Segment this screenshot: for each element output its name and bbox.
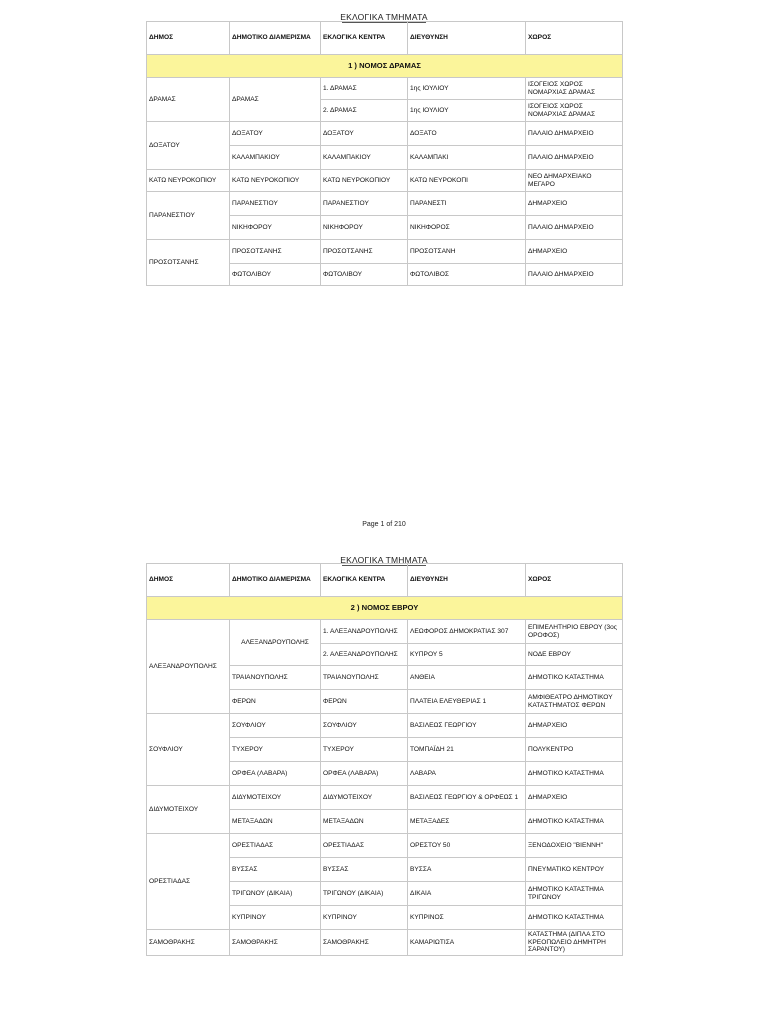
municipality-cell: ΠΡΟΣΟΤΣΑΝΗΣ — [147, 240, 230, 286]
table-row — [147, 714, 623, 738]
district-cell: ΠΑΡΑΝΕΣΤΙΟΥ — [230, 192, 321, 216]
polling-stations-table — [146, 563, 623, 956]
district-cell: ΚΑΛΑΜΠΑΚΙΟΥ — [230, 146, 321, 170]
center-cell: ΔΙΔΥΜΟΤΕΙΧΟΥ — [321, 786, 408, 810]
address-cell: 1ης ΙΟΥΛΙΟΥ — [408, 78, 526, 100]
header-row — [147, 564, 623, 597]
column-header: ΔΙΕΥΘΥΝΣΗ — [408, 22, 526, 55]
address-cell: ΒΑΣΙΛΕΩΣ ΓΕΩΡΓΙΟΥ & ΟΡΦΕΩΣ 1 — [408, 786, 526, 810]
address-cell: ΚΑΜΑΡΙΩΤΙΣΑ — [408, 930, 526, 956]
center-cell: 1. ΔΡΑΜΑΣ — [321, 78, 408, 100]
center-cell: ΟΡΦΕΑ (ΛΑΒΑΡΑ) — [321, 762, 408, 786]
district-cell: ΣΟΥΦΛΙΟΥ — [230, 714, 321, 738]
address-cell: ΝΙΚΗΦΟΡΟΣ — [408, 216, 526, 240]
column-header: ΕΚΛΟΓΙΚΑ ΚΕΝΤΡΑ — [321, 22, 408, 55]
column-header: ΧΩΡΟΣ — [526, 564, 623, 597]
center-cell: ΚΥΠΡΙΝΟΥ — [321, 906, 408, 930]
district-cell: ΚΑΤΩ ΝΕΥΡΟΚΟΠΙΟΥ — [230, 170, 321, 192]
center-cell: ΚΑΛΑΜΠΑΚΙΟΥ — [321, 146, 408, 170]
municipality-cell: ΑΛΕΞΑΝΔΡΟΥΠΟΛΗΣ — [147, 620, 230, 714]
municipality-cell: ΣΑΜΟΘΡΑΚΗΣ — [147, 930, 230, 956]
polling-stations-table — [146, 21, 623, 286]
venue-cell: ΙΣΟΓΕΙΟΣ ΧΩΡΟΣ ΝΟΜΑΡΧΙΑΣ ΔΡΑΜΑΣ — [526, 100, 623, 122]
column-header: ΔΗΜΟΤΙΚΟ ΔΙΑΜΕΡΙΣΜΑ — [230, 22, 321, 55]
center-cell: 2. ΔΡΑΜΑΣ — [321, 100, 408, 122]
address-cell: 1ης ΙΟΥΛΙΟΥ — [408, 100, 526, 122]
district-cell: ΑΛΕΞΑΝΔΡΟΥΠΟΛΗΣ — [230, 620, 321, 666]
address-cell: ΛΑΒΑΡΑ — [408, 762, 526, 786]
venue-cell: ΠΑΛΑΙΟ ΔΗΜΑΡΧΕΙΟ — [526, 146, 623, 170]
venue-cell: ΠΝΕΥΜΑΤΙΚΟ ΚΕΝΤΡΟΥ — [526, 858, 623, 882]
venue-cell: ΝΟΔΕ ΕΒΡΟΥ — [526, 644, 623, 666]
venue-cell: ΔΗΜΟΤΙΚΟ ΚΑΤΑΣΤΗΜΑ — [526, 906, 623, 930]
column-header: ΔΗΜΟΤΙΚΟ ΔΙΑΜΕΡΙΣΜΑ — [230, 564, 321, 597]
address-cell: ΠΛΑΤΕΙΑ ΕΛΕΥΘΕΡΙΑΣ 1 — [408, 690, 526, 714]
district-cell: ΔΙΔΥΜΟΤΕΙΧΟΥ — [230, 786, 321, 810]
region-row — [147, 597, 623, 620]
header-row — [147, 22, 623, 55]
address-cell: ΦΩΤΟΛΙΒΟΣ — [408, 264, 526, 286]
address-cell: ΔΟΞΑΤΟ — [408, 122, 526, 146]
address-cell: ΠΡΟΣΟΤΣΑΝΗ — [408, 240, 526, 264]
center-cell: ΒΥΣΣΑΣ — [321, 858, 408, 882]
municipality-cell: ΣΟΥΦΛΙΟΥ — [147, 714, 230, 786]
address-cell: ΑΝΘΕΙΑ — [408, 666, 526, 690]
center-cell: ΣΟΥΦΛΙΟΥ — [321, 714, 408, 738]
address-cell: ΒΥΣΣΑ — [408, 858, 526, 882]
municipality-cell: ΟΡΕΣΤΙΑΔΑΣ — [147, 834, 230, 930]
municipality-cell: ΔΡΑΜΑΣ — [147, 78, 230, 122]
district-cell: ΟΡΕΣΤΙΑΔΑΣ — [230, 834, 321, 858]
venue-cell: ΚΑΤΑΣΤΗΜΑ (ΔΙΠΛΑ ΣΤΟ ΚΡΕΟΠΩΛΕΙΟ ΔΗΜΗΤΡΗ ΣΑΡΑΝΤΟΥ) — [526, 930, 623, 956]
column-header: ΧΩΡΟΣ — [526, 22, 623, 55]
region-title: 2 ) ΝΟΜΟΣ ΕΒΡΟΥ — [147, 597, 623, 620]
address-cell: ΚΑΤΩ ΝΕΥΡΟΚΟΠΙ — [408, 170, 526, 192]
center-cell: ΔΟΞΑΤΟΥ — [321, 122, 408, 146]
center-cell: ΣΑΜΟΘΡΑΚΗΣ — [321, 930, 408, 956]
venue-cell: ΙΣΟΓΕΙΟΣ ΧΩΡΟΣ ΝΟΜΑΡΧΙΑΣ ΔΡΑΜΑΣ — [526, 78, 623, 100]
district-cell: ΒΥΣΣΑΣ — [230, 858, 321, 882]
district-cell: ΣΑΜΟΘΡΑΚΗΣ — [230, 930, 321, 956]
venue-cell: ΔΗΜΟΤΙΚΟ ΚΑΤΑΣΤΗΜΑ ΤΡΙΓΩΝΟΥ — [526, 882, 623, 906]
center-cell: 1. ΑΛΕΞΑΝΔΡΟΥΠΟΛΗΣ — [321, 620, 408, 644]
page-number: Page 1 of 210 — [362, 521, 406, 528]
column-header: ΕΚΛΟΓΙΚΑ ΚΕΝΤΡΑ — [321, 564, 408, 597]
municipality-cell: ΔΙΔΥΜΟΤΕΙΧΟΥ — [147, 786, 230, 834]
table-row — [147, 786, 623, 810]
table-row — [147, 78, 623, 100]
address-cell: ΔΙΚΑΙΑ — [408, 882, 526, 906]
district-cell: ΚΥΠΡΙΝΟΥ — [230, 906, 321, 930]
address-cell: ΛΕΩΦΟΡΟΣ ΔΗΜΟΚΡΑΤΙΑΣ 307 — [408, 620, 526, 644]
municipality-cell: ΔΟΞΑΤΟΥ — [147, 122, 230, 170]
municipality-cell: ΠΑΡΑΝΕΣΤΙΟΥ — [147, 192, 230, 240]
center-cell: 2. ΑΛΕΞΑΝΔΡΟΥΠΟΛΗΣ — [321, 644, 408, 666]
district-cell: ΔΡΑΜΑΣ — [230, 78, 321, 122]
district-cell: ΦΕΡΩΝ — [230, 690, 321, 714]
venue-cell: ΞΕΝΟΔΟΧΕΙΟ "ΒΙΕΝΝΗ" — [526, 834, 623, 858]
page-title: ΕΚΛΟΓΙΚΑ ΤΜΗΜΑΤΑ — [340, 555, 428, 565]
venue-cell: ΠΑΛΑΙΟ ΔΗΜΑΡΧΕΙΟ — [526, 216, 623, 240]
page-title: ΕΚΛΟΓΙΚΑ ΤΜΗΜΑΤΑ — [340, 12, 428, 22]
venue-cell: ΠΑΛΑΙΟ ΔΗΜΑΡΧΕΙΟ — [526, 264, 623, 286]
venue-cell: ΠΟΛΥΚΕΝΤΡΟ — [526, 738, 623, 762]
table-row — [147, 192, 623, 216]
column-header: ΔΗΜΟΣ — [147, 564, 230, 597]
venue-cell: ΔΗΜΑΡΧΕΙΟ — [526, 714, 623, 738]
center-cell: ΟΡΕΣΤΙΑΔΑΣ — [321, 834, 408, 858]
center-cell: ΜΕΤΑΞΑΔΩΝ — [321, 810, 408, 834]
venue-cell: ΔΗΜΑΡΧΕΙΟ — [526, 240, 623, 264]
venue-cell: ΔΗΜΟΤΙΚΟ ΚΑΤΑΣΤΗΜΑ — [526, 666, 623, 690]
table-row — [147, 240, 623, 264]
table-row — [147, 170, 623, 192]
venue-cell: ΔΗΜΟΤΙΚΟ ΚΑΤΑΣΤΗΜΑ — [526, 810, 623, 834]
district-cell: ΝΙΚΗΦΟΡΟΥ — [230, 216, 321, 240]
address-cell: ΚΥΠΡΟΥ 5 — [408, 644, 526, 666]
table-row — [147, 834, 623, 858]
venue-cell: ΝΕΟ ΔΗΜΑΡΧΕΙΑΚΟ ΜΕΓΑΡΟ — [526, 170, 623, 192]
district-cell: ΤΥΧΕΡΟΥ — [230, 738, 321, 762]
district-cell: ΤΡΙΓΩΝΟΥ (ΔΙΚΑΙΑ) — [230, 882, 321, 906]
center-cell: ΤΡΙΓΩΝΟΥ (ΔΙΚΑΙΑ) — [321, 882, 408, 906]
address-cell: ΤΟΜΠΑΪΔΗ 21 — [408, 738, 526, 762]
center-cell: ΦΩΤΟΛΙΒΟΥ — [321, 264, 408, 286]
address-cell: ΜΕΤΑΞΑΔΕΣ — [408, 810, 526, 834]
center-cell: ΝΙΚΗΦΟΡΟΥ — [321, 216, 408, 240]
region-row — [147, 55, 623, 78]
table-row — [147, 930, 623, 956]
venue-cell: ΔΗΜΑΡΧΕΙΟ — [526, 786, 623, 810]
municipality-cell: ΚΑΤΩ ΝΕΥΡΟΚΟΠΙΟΥ — [147, 170, 230, 192]
table-row — [147, 122, 623, 146]
venue-cell: ΠΑΛΑΙΟ ΔΗΜΑΡΧΕΙΟ — [526, 122, 623, 146]
district-cell: ΟΡΦΕΑ (ΛΑΒΑΡΑ) — [230, 762, 321, 786]
venue-cell: ΔΗΜΟΤΙΚΟ ΚΑΤΑΣΤΗΜΑ — [526, 762, 623, 786]
center-cell: ΤΡΑΙΑΝΟΥΠΟΛΗΣ — [321, 666, 408, 690]
address-cell: ΚΑΛΑΜΠΑΚΙ — [408, 146, 526, 170]
venue-cell: ΑΜΦΙΘΕΑΤΡΟ ΔΗΜΟΤΙΚΟΥ ΚΑΤΑΣΤΗΜΑΤΟΣ ΦΕΡΩΝ — [526, 690, 623, 714]
center-cell: ΠΡΟΣΟΤΣΑΝΗΣ — [321, 240, 408, 264]
venue-cell: ΔΗΜΑΡΧΕΙΟ — [526, 192, 623, 216]
district-cell: ΠΡΟΣΟΤΣΑΝΗΣ — [230, 240, 321, 264]
district-cell: ΔΟΞΑΤΟΥ — [230, 122, 321, 146]
address-cell: ΟΡΕΣΤΟΥ 50 — [408, 834, 526, 858]
center-cell: ΦΕΡΩΝ — [321, 690, 408, 714]
district-cell: ΤΡΑΙΑΝΟΥΠΟΛΗΣ — [230, 666, 321, 690]
center-cell: ΤΥΧΕΡΟΥ — [321, 738, 408, 762]
center-cell: ΠΑΡΑΝΕΣΤΙΟΥ — [321, 192, 408, 216]
district-cell: ΜΕΤΑΞΑΔΩΝ — [230, 810, 321, 834]
table-row — [147, 620, 623, 644]
address-cell: ΚΥΠΡΙΝΟΣ — [408, 906, 526, 930]
column-header: ΔΙΕΥΘΥΝΣΗ — [408, 564, 526, 597]
region-title: 1 ) ΝΟΜΟΣ ΔΡΑΜΑΣ — [147, 55, 623, 78]
column-header: ΔΗΜΟΣ — [147, 22, 230, 55]
district-cell: ΦΩΤΟΛΙΒΟΥ — [230, 264, 321, 286]
address-cell: ΒΑΣΙΛΕΩΣ ΓΕΩΡΓΙΟΥ — [408, 714, 526, 738]
center-cell: ΚΑΤΩ ΝΕΥΡΟΚΟΠΙΟΥ — [321, 170, 408, 192]
venue-cell: ΕΠΙΜΕΛΗΤΗΡΙΟ ΕΒΡΟΥ (3ος ΟΡΟΦΟΣ) — [526, 620, 623, 644]
address-cell: ΠΑΡΑΝΕΣΤΙ — [408, 192, 526, 216]
